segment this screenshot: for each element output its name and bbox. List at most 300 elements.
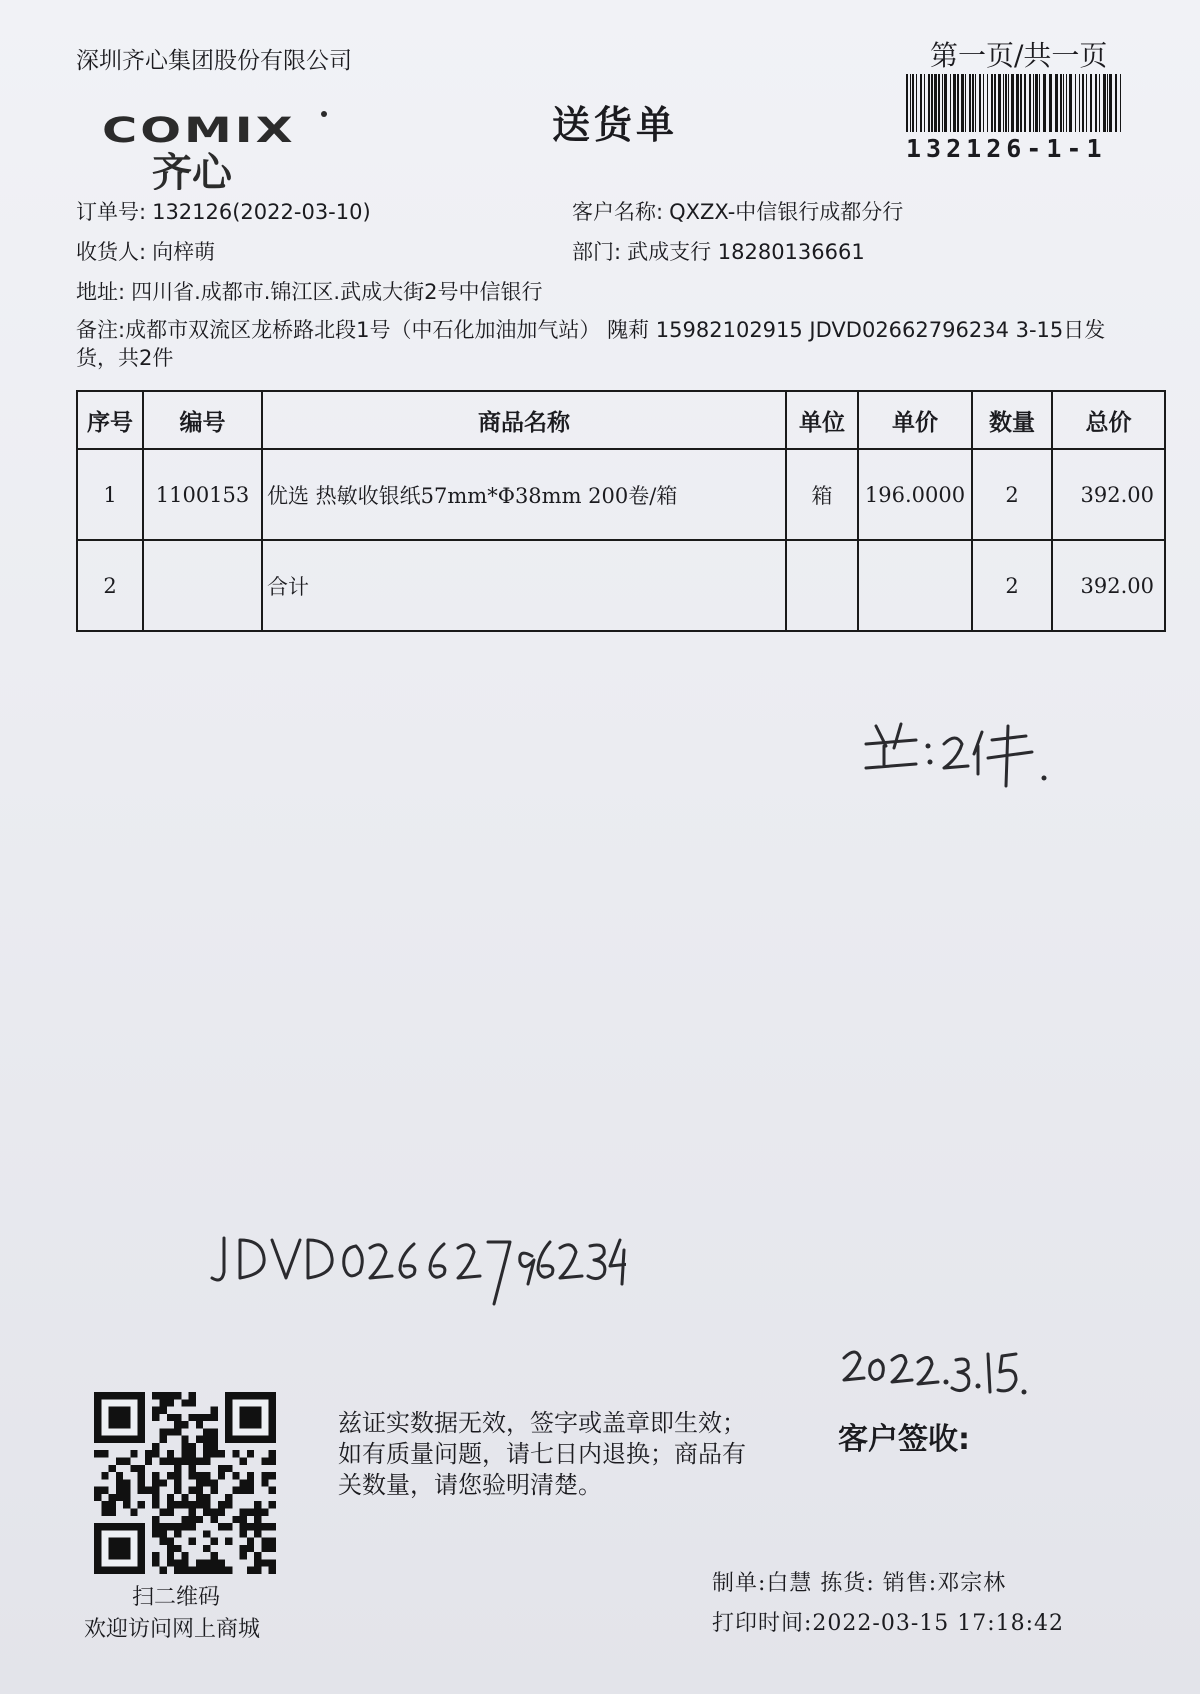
qr-module bbox=[210, 1516, 217, 1523]
qr-module bbox=[181, 1450, 188, 1457]
qr-caption-mall: 欢迎访问网上商城 bbox=[84, 1617, 261, 1642]
cell-price bbox=[858, 540, 972, 631]
customer-line bbox=[572, 196, 903, 226]
qr-module bbox=[196, 1567, 203, 1574]
barcode-bar bbox=[991, 74, 993, 132]
qr-module bbox=[181, 1501, 188, 1508]
qr-module bbox=[130, 1465, 137, 1472]
qr-module bbox=[152, 1479, 159, 1486]
qr-module bbox=[210, 1407, 217, 1414]
qr-module bbox=[189, 1399, 196, 1406]
qr-module bbox=[167, 1494, 174, 1501]
qr-module bbox=[109, 1494, 116, 1501]
svg-text:COMIX: COMIX bbox=[102, 109, 296, 151]
qr-module bbox=[152, 1450, 159, 1457]
qr-module bbox=[269, 1450, 276, 1457]
qr-module bbox=[218, 1501, 225, 1508]
qr-module bbox=[196, 1559, 203, 1566]
qr-module bbox=[160, 1567, 167, 1574]
barcode-bar bbox=[1107, 74, 1108, 132]
qr-module bbox=[247, 1523, 254, 1530]
qr-module bbox=[210, 1538, 217, 1545]
department-line bbox=[572, 236, 865, 266]
qr-module bbox=[196, 1479, 203, 1486]
cell-product: 优选 热敏收银纸57mm*Φ38mm 200卷/箱 bbox=[262, 449, 786, 540]
qr-module bbox=[269, 1487, 276, 1494]
qr-module bbox=[254, 1501, 261, 1508]
qr-module bbox=[181, 1494, 188, 1501]
qr-module bbox=[152, 1407, 159, 1414]
qr-module bbox=[210, 1559, 217, 1566]
qr-module bbox=[254, 1559, 261, 1566]
qr-module bbox=[189, 1538, 196, 1545]
barcode-bar bbox=[924, 74, 925, 132]
qr-module bbox=[174, 1530, 181, 1537]
cell-seq: 2 bbox=[77, 540, 143, 631]
qr-module bbox=[101, 1472, 108, 1479]
barcode-bar bbox=[987, 74, 988, 132]
barcode-number: 132126-1-1 bbox=[906, 134, 1107, 163]
barcode-bar bbox=[1039, 74, 1040, 132]
cell-unit bbox=[786, 540, 858, 631]
cell-code bbox=[143, 540, 262, 631]
barcode-bar bbox=[1103, 74, 1106, 132]
qr-module bbox=[152, 1516, 159, 1523]
qr-module bbox=[109, 1508, 116, 1515]
address-label: 地址: bbox=[76, 280, 126, 304]
qr-module bbox=[210, 1508, 217, 1515]
col-header-product: 商品名称 bbox=[262, 391, 786, 449]
qr-module bbox=[174, 1545, 181, 1552]
qr-module bbox=[174, 1501, 181, 1508]
cell-code: 1100153 bbox=[143, 449, 262, 540]
barcode-bar bbox=[1063, 74, 1064, 132]
qr-module bbox=[189, 1443, 196, 1450]
qr-module bbox=[138, 1501, 145, 1508]
barcode-bar bbox=[1115, 74, 1117, 132]
qr-module bbox=[261, 1538, 268, 1545]
qr-module bbox=[240, 1508, 247, 1515]
qr-module bbox=[174, 1487, 181, 1494]
qr-module bbox=[203, 1436, 210, 1443]
qr-module bbox=[167, 1508, 174, 1515]
qr-module bbox=[160, 1399, 167, 1406]
qr-module bbox=[225, 1567, 232, 1574]
qr-module bbox=[218, 1567, 225, 1574]
qr-module bbox=[152, 1443, 159, 1450]
qr-module bbox=[160, 1407, 167, 1414]
address-value: 四川省.成都市.锦江区.武成大街2号中信银行 bbox=[131, 280, 543, 304]
qr-module bbox=[152, 1494, 159, 1501]
qr-module bbox=[203, 1428, 210, 1435]
barcode-bar bbox=[1060, 74, 1062, 132]
qr-module bbox=[261, 1472, 268, 1479]
qr-module bbox=[160, 1428, 167, 1435]
qr-module bbox=[167, 1414, 174, 1421]
qr-module bbox=[181, 1399, 188, 1406]
qr-module bbox=[189, 1458, 196, 1465]
customer-sign-label: 客户签收: bbox=[838, 1422, 970, 1457]
handwritten-date bbox=[840, 1336, 1030, 1406]
barcode-bar bbox=[1033, 74, 1034, 132]
barcode-bar bbox=[1075, 74, 1076, 132]
qr-module bbox=[123, 1501, 130, 1508]
validity-notice: 兹证实数据无效，签字或盖章即生效；如有质量问题，请七日内退换；商品有关数量，请您验明清楚。 bbox=[338, 1409, 746, 1499]
table-header-row bbox=[77, 391, 1165, 449]
qr-module bbox=[116, 1494, 123, 1501]
qr-module bbox=[189, 1567, 196, 1574]
qr-module bbox=[196, 1501, 203, 1508]
qr-module bbox=[261, 1545, 268, 1552]
barcode-bar bbox=[1109, 74, 1112, 132]
barcode-image bbox=[906, 74, 1122, 132]
qr-module bbox=[210, 1479, 217, 1486]
comix-logo bbox=[100, 100, 330, 190]
qr-module bbox=[269, 1538, 276, 1545]
qr-module bbox=[269, 1523, 276, 1530]
qr-module bbox=[247, 1538, 254, 1545]
qr-module bbox=[232, 1487, 239, 1494]
qr-module bbox=[269, 1458, 276, 1465]
qr-module bbox=[210, 1436, 217, 1443]
qr-module bbox=[196, 1516, 203, 1523]
qr-module bbox=[240, 1479, 247, 1486]
qr-module bbox=[167, 1458, 174, 1465]
qr-module bbox=[247, 1487, 254, 1494]
order-number-line bbox=[76, 196, 371, 226]
remark-label: 备注: bbox=[76, 318, 126, 342]
staff-line: 制单:白慧 拣货: 销售:邓宗林 bbox=[712, 1571, 1007, 1596]
qr-module bbox=[123, 1458, 130, 1465]
qr-module bbox=[261, 1523, 268, 1530]
qr-module bbox=[189, 1450, 196, 1457]
cell-price: 196.0000 bbox=[858, 449, 972, 540]
qr-module bbox=[210, 1450, 217, 1457]
barcode-bar bbox=[938, 74, 940, 132]
qr-module bbox=[247, 1545, 254, 1552]
qr-module bbox=[225, 1501, 232, 1508]
barcode-bar bbox=[972, 74, 974, 132]
qr-module bbox=[174, 1392, 181, 1399]
qr-module bbox=[109, 1538, 131, 1560]
qr-module bbox=[232, 1472, 239, 1479]
barcode-bar bbox=[942, 74, 943, 132]
qr-module bbox=[261, 1508, 268, 1515]
qr-module bbox=[167, 1559, 174, 1566]
order-number-value: 132126(2022-03-10) bbox=[152, 200, 371, 224]
qr-module bbox=[203, 1458, 210, 1465]
address-line bbox=[76, 276, 542, 306]
cell-qty: 2 bbox=[972, 449, 1052, 540]
barcode-bar bbox=[944, 74, 947, 132]
qr-module bbox=[160, 1458, 167, 1465]
company-name: 深圳齐心集团股份有限公司 bbox=[76, 48, 352, 74]
qr-module bbox=[101, 1508, 108, 1515]
qr-module bbox=[152, 1487, 159, 1494]
barcode-bar bbox=[950, 74, 951, 132]
qr-module bbox=[218, 1559, 225, 1566]
qr-module bbox=[218, 1450, 225, 1457]
qr-module bbox=[152, 1552, 159, 1559]
handwritten-note bbox=[856, 706, 1056, 796]
barcode-bar bbox=[1079, 74, 1080, 132]
qr-module bbox=[174, 1559, 181, 1566]
qr-module bbox=[232, 1516, 239, 1523]
qr-module bbox=[196, 1472, 203, 1479]
barcode-bar bbox=[1095, 74, 1097, 132]
qr-module bbox=[138, 1479, 145, 1486]
qr-module bbox=[218, 1523, 225, 1530]
qr-module bbox=[152, 1414, 159, 1421]
qr-module bbox=[123, 1487, 130, 1494]
qr-module bbox=[167, 1399, 174, 1406]
qr-module bbox=[152, 1501, 159, 1508]
qr-module bbox=[203, 1479, 210, 1486]
barcode-bar bbox=[953, 74, 956, 132]
qr-module bbox=[123, 1479, 130, 1486]
receiver-line bbox=[76, 236, 215, 266]
qr-module bbox=[240, 1552, 247, 1559]
qr-module bbox=[94, 1487, 101, 1494]
barcode-bar bbox=[906, 74, 908, 132]
qr-module bbox=[203, 1494, 210, 1501]
remark-line bbox=[76, 316, 1136, 372]
col-header-code: 编号 bbox=[143, 391, 262, 449]
qr-module bbox=[269, 1559, 276, 1566]
cell-product: 合计 bbox=[262, 540, 786, 631]
qr-module bbox=[210, 1567, 217, 1574]
barcode-bar bbox=[916, 74, 917, 132]
qr-module bbox=[152, 1392, 159, 1399]
qr-module bbox=[181, 1523, 188, 1530]
qr-module bbox=[254, 1530, 261, 1537]
qr-module bbox=[240, 1407, 262, 1429]
barcode-bar bbox=[994, 74, 996, 132]
page-info: 第一页/共一页 bbox=[930, 39, 1108, 72]
qr-module bbox=[189, 1465, 196, 1472]
barcode-bar bbox=[975, 74, 976, 132]
qr-module bbox=[196, 1421, 203, 1428]
qr-module bbox=[210, 1428, 217, 1435]
qr-module bbox=[160, 1508, 167, 1515]
qr-module bbox=[203, 1508, 210, 1515]
barcode-bar bbox=[1035, 74, 1038, 132]
qr-module bbox=[174, 1479, 181, 1486]
qr-module bbox=[181, 1458, 188, 1465]
qr-module bbox=[160, 1479, 167, 1486]
barcode-bar bbox=[969, 74, 971, 132]
qr-module bbox=[160, 1538, 167, 1545]
qr-module bbox=[196, 1436, 203, 1443]
qr-module bbox=[145, 1450, 152, 1457]
qr-module bbox=[240, 1458, 247, 1465]
barcode-bar bbox=[1024, 74, 1026, 132]
qr-module bbox=[240, 1545, 247, 1552]
qr-module bbox=[247, 1472, 254, 1479]
qr-module bbox=[152, 1559, 159, 1566]
qr-module bbox=[189, 1472, 196, 1479]
barcode-bar bbox=[1086, 74, 1087, 132]
qr-module bbox=[203, 1501, 210, 1508]
barcode-bar bbox=[1016, 74, 1019, 132]
qr-module bbox=[261, 1559, 268, 1566]
qr-module bbox=[116, 1487, 123, 1494]
qr-module bbox=[210, 1552, 217, 1559]
qr-module bbox=[240, 1523, 247, 1530]
qr-module bbox=[174, 1414, 181, 1421]
qr-module bbox=[269, 1567, 276, 1574]
qr-module bbox=[225, 1494, 232, 1501]
qr-module bbox=[130, 1508, 137, 1515]
qr-module bbox=[203, 1450, 210, 1457]
qr-module bbox=[203, 1414, 210, 1421]
qr-module bbox=[247, 1450, 254, 1457]
qr-caption-scan: 扫二维码 bbox=[132, 1585, 221, 1610]
qr-module bbox=[269, 1545, 276, 1552]
qr-module bbox=[189, 1501, 196, 1508]
col-header-seq: 序号 bbox=[77, 391, 143, 449]
document-title: 送货单 bbox=[552, 103, 679, 147]
qr-module bbox=[167, 1392, 174, 1399]
qr-module bbox=[189, 1487, 196, 1494]
qr-module bbox=[174, 1523, 181, 1530]
qr-module bbox=[181, 1443, 188, 1450]
qr-module bbox=[138, 1472, 145, 1479]
qr-module bbox=[167, 1545, 174, 1552]
barcode-bar bbox=[1008, 74, 1009, 132]
qr-module bbox=[109, 1407, 131, 1429]
qr-module bbox=[203, 1545, 210, 1552]
barcode-bar bbox=[1003, 74, 1004, 132]
barcode-bar bbox=[1049, 74, 1052, 132]
qr-module bbox=[196, 1458, 203, 1465]
barcode-bar bbox=[920, 74, 922, 132]
qr-module bbox=[269, 1501, 276, 1508]
qr-module bbox=[101, 1501, 108, 1508]
qr-module bbox=[116, 1458, 123, 1465]
qr-module bbox=[269, 1472, 276, 1479]
receiver-label: 收货人: bbox=[76, 240, 147, 264]
qr-module bbox=[145, 1487, 152, 1494]
qr-module bbox=[218, 1465, 225, 1472]
qr-module bbox=[94, 1494, 101, 1501]
qr-module bbox=[196, 1487, 203, 1494]
qr-module bbox=[160, 1523, 167, 1530]
barcode-bar bbox=[1069, 74, 1072, 132]
qr-module bbox=[181, 1421, 188, 1428]
handwritten-tracking bbox=[206, 1226, 626, 1316]
qr-module bbox=[203, 1567, 210, 1574]
qr-module bbox=[174, 1428, 181, 1435]
qr-module bbox=[160, 1392, 167, 1399]
qr-module bbox=[109, 1501, 116, 1508]
qr-module bbox=[254, 1552, 261, 1559]
qr-module bbox=[167, 1428, 174, 1435]
qr-module bbox=[109, 1465, 116, 1472]
barcode-bar bbox=[961, 74, 964, 132]
barcode-bar bbox=[931, 74, 933, 132]
qr-module bbox=[101, 1450, 108, 1457]
qr-module bbox=[145, 1458, 152, 1465]
qr-module bbox=[254, 1523, 261, 1530]
barcode-bar bbox=[998, 74, 1001, 132]
barcode-bar bbox=[1011, 74, 1014, 132]
qr-module bbox=[189, 1392, 196, 1399]
qr-module bbox=[167, 1450, 174, 1457]
barcode-bar bbox=[1099, 74, 1100, 132]
table-row bbox=[77, 540, 1165, 631]
qr-module bbox=[174, 1472, 181, 1479]
qr-module bbox=[181, 1559, 188, 1566]
qr-module bbox=[167, 1538, 174, 1545]
receiver-value: 向梓萌 bbox=[152, 240, 216, 264]
qr-module bbox=[254, 1508, 261, 1515]
col-header-unit: 单位 bbox=[786, 391, 858, 449]
qr-module bbox=[232, 1450, 239, 1457]
qr-module bbox=[181, 1567, 188, 1574]
qr-module bbox=[174, 1567, 181, 1574]
barcode-bar bbox=[928, 74, 930, 132]
barcode-bar bbox=[1090, 74, 1092, 132]
qr-module bbox=[225, 1523, 232, 1530]
customer-label: 客户名称: bbox=[572, 200, 664, 224]
qr-module bbox=[247, 1508, 254, 1515]
barcode-bar bbox=[1020, 74, 1022, 132]
qr-module bbox=[189, 1508, 196, 1515]
qr-module bbox=[210, 1487, 217, 1494]
barcode-bar bbox=[1005, 74, 1007, 132]
qr-module bbox=[167, 1472, 174, 1479]
qr-module bbox=[123, 1494, 130, 1501]
qr-module bbox=[218, 1472, 225, 1479]
qr-module bbox=[152, 1523, 159, 1530]
barcode-bar bbox=[1082, 74, 1084, 132]
qr-module bbox=[261, 1479, 268, 1486]
qr-code-image bbox=[94, 1392, 276, 1574]
print-time: 打印时间:2022-03-15 17:18:42 bbox=[712, 1611, 1065, 1636]
qr-module bbox=[130, 1450, 137, 1457]
qr-module bbox=[181, 1436, 188, 1443]
qr-module bbox=[152, 1472, 159, 1479]
customer-value: QXZX-中信银行成都分行 bbox=[669, 200, 904, 224]
qr-module bbox=[196, 1414, 203, 1421]
department-value: 武成支行 18280136661 bbox=[627, 240, 865, 264]
qr-module bbox=[174, 1421, 181, 1428]
cell-total: 392.00 bbox=[1052, 449, 1165, 540]
qr-module bbox=[247, 1479, 254, 1486]
qr-module bbox=[160, 1530, 167, 1537]
qr-module bbox=[138, 1465, 145, 1472]
table-row bbox=[77, 449, 1165, 540]
qr-module bbox=[240, 1516, 247, 1523]
qr-module bbox=[167, 1523, 174, 1530]
qr-module bbox=[240, 1487, 247, 1494]
qr-module bbox=[247, 1567, 254, 1574]
qr-module bbox=[189, 1523, 196, 1530]
qr-module bbox=[189, 1414, 196, 1421]
barcode-bar bbox=[957, 74, 959, 132]
cell-seq: 1 bbox=[77, 449, 143, 540]
qr-module bbox=[254, 1516, 261, 1523]
qr-module bbox=[210, 1443, 217, 1450]
qr-module bbox=[240, 1530, 247, 1537]
qr-module bbox=[203, 1559, 210, 1566]
barcode-bar bbox=[1043, 74, 1046, 132]
barcode-bar bbox=[965, 74, 966, 132]
qr-module bbox=[138, 1487, 145, 1494]
qr-module bbox=[152, 1530, 159, 1537]
qr-module bbox=[160, 1436, 167, 1443]
